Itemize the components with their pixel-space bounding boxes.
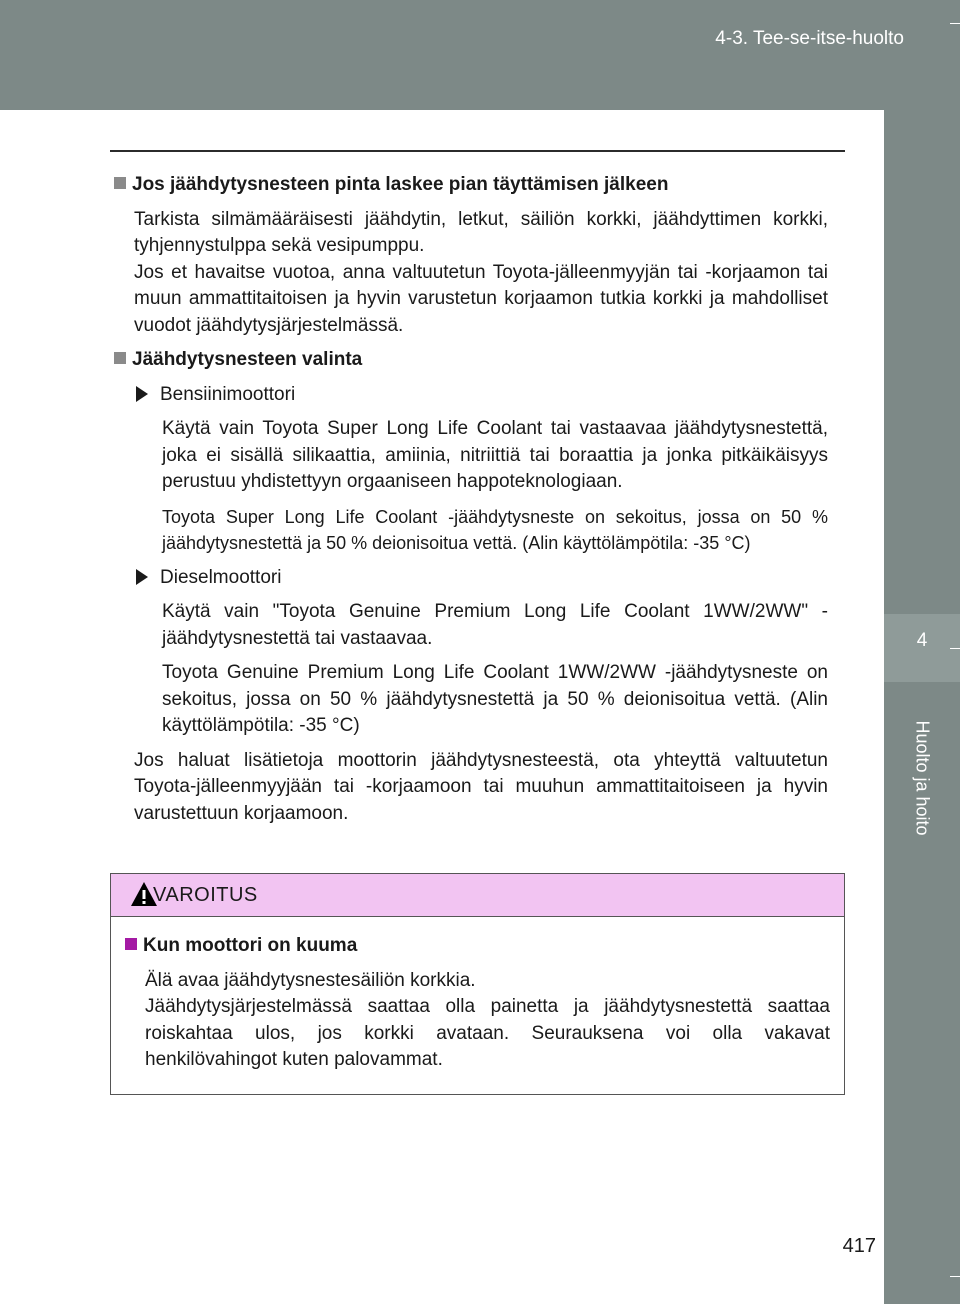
warning-text [145, 968, 830, 1074]
chapter-title: Huolto ja hoito [912, 720, 933, 836]
crop-mark [950, 23, 960, 24]
engine-type-item: Dieselmoottori [134, 565, 828, 592]
paragraph: Jos haluat lisätietoja moottorin jäähdytysnesteestä, ota yhteyttä valtuutetun Toyota-jälleenmyyjään tai -korjaamoon tai muuhun ammattitaitoiseen ja hyvin varustettuun korjaamoon. [134, 749, 828, 824]
triangle-bullet-icon [136, 569, 148, 585]
note-paragraph: Toyota Super Long Life Coolant -jäähdytysneste on sekoitus, jossa on 50 % jäähdytysnestettä ja 50 % deionisoitua vettä. (Alin käyttölämpötila: -35 °C) [162, 506, 828, 553]
warning-body [111, 917, 844, 1074]
paragraph: Tarkista silmämääräisesti jäähdytin, letkut, säiliön korkki, jäähdyttimen korkki, tyhjennystulppa sekä vesipumppu. [134, 208, 828, 256]
section-heading: Jos jäähdytysnesteen pinta laskee pian täyttämisen jälkeen [114, 172, 828, 199]
square-bullet-icon [114, 177, 126, 189]
paragraph: Käytä vain Toyota Super Long Life Coolant tai vastaavaa jäähdytysnestettä, joka ei sisällä silikaattia, amiinia, nitriittiä tai boraattia ja jonka pitkäikäisyys perustuu yhdistettyyn orgaaniseen happoteknologiaan. [162, 418, 828, 492]
section-heading: Jäähdytysnesteen valinta [114, 347, 828, 374]
page-number: 417 [842, 1235, 876, 1257]
note-paragraph: Toyota Genuine Premium Long Life Coolant 1WW/2WW -jäähdytysneste on sekoitus, jossa on 50 % jäähdytysnestettä ja 50 % deionisoitua vettä. (Alin käyttölämpötila: -35 °C) [162, 662, 828, 736]
warning-heading: Kun moottori on kuuma [125, 933, 830, 960]
section-body [134, 207, 828, 340]
header-rule [110, 150, 845, 152]
paragraph: Jos et havaitse vuotoa, anna valtuutetun Toyota-jälleenmyyjän tai -korjaamon tai muun ammattitaitoisen ja hyvin varustetun korjaamon tutkia korkki ja mahdolliset vuodot jäähdytysjärjestelmässä. [134, 261, 828, 336]
warning-box [110, 873, 845, 1095]
paragraph: Käytä vain "Toyota Genuine Premium Long Life Coolant 1WW/2WW" -jäähdytysnestettä tai vastaavaa. [162, 601, 828, 649]
main-content [114, 172, 828, 835]
triangle-bullet-icon [136, 386, 148, 402]
section-label: 4-3. Tee-se-itse-huolto [715, 28, 904, 49]
chapter-number: 4 [916, 630, 928, 651]
header-band [0, 0, 960, 110]
warning-line: Jäähdytysjärjestelmässä saattaa olla painetta ja jäähdytysnestettä saattaa roiskahtaa ulos, jos korkki avataan. Seurauksena voi olla vakavat henkilövahingot kuten palovammat. [145, 996, 830, 1070]
engine-type-item: Bensiinimoottori [134, 382, 828, 409]
crop-mark [950, 648, 960, 649]
chapter-side-tab [884, 110, 960, 1304]
warning-line: Älä avaa jäähdytysnestesäiliön korkkia. [145, 969, 476, 991]
square-bullet-icon [114, 352, 126, 364]
crop-mark [950, 1276, 960, 1277]
warning-title: VAROITUS [153, 884, 258, 906]
warning-header [111, 874, 844, 917]
square-bullet-icon [125, 938, 137, 950]
